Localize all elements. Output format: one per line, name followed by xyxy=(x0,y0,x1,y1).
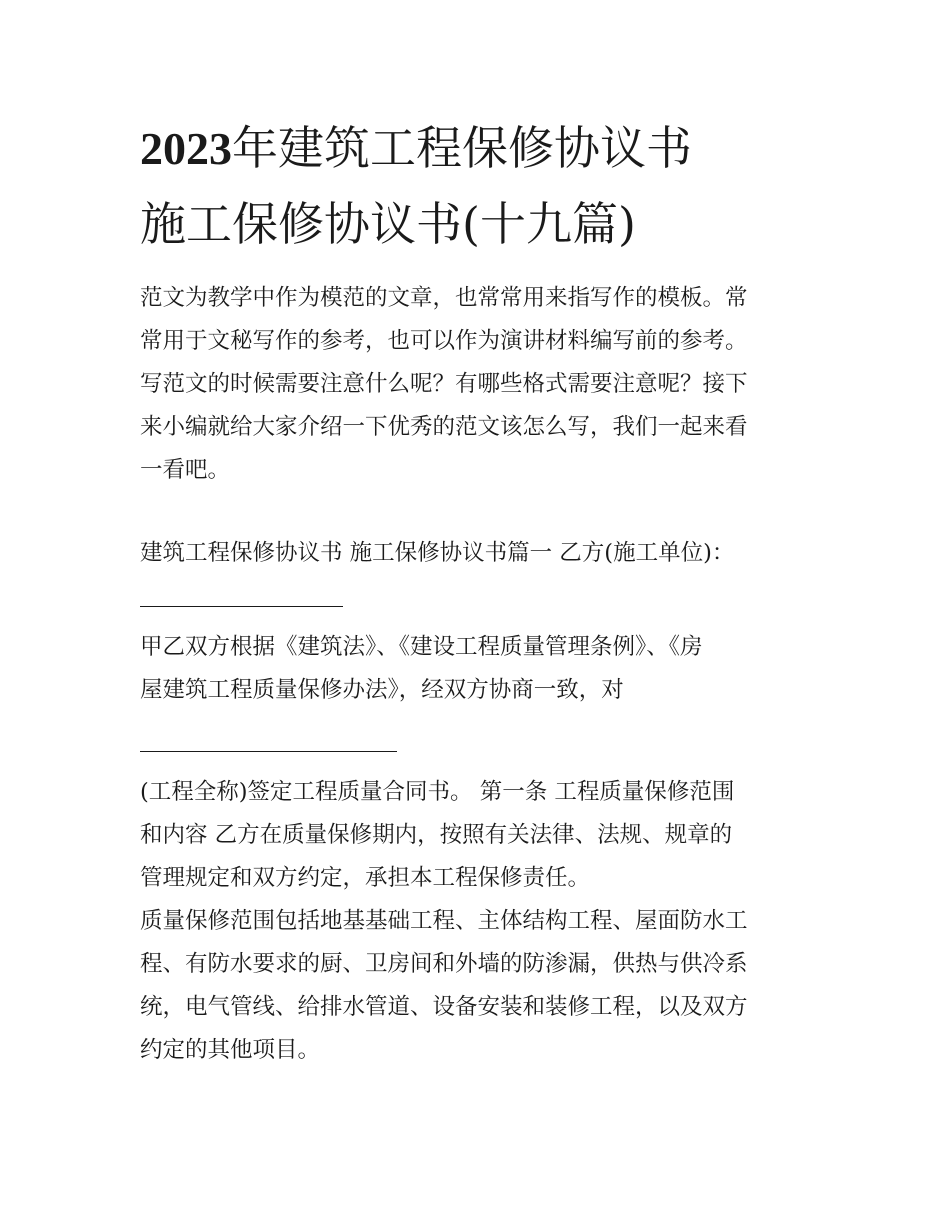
article-line: (工程全称)签定工程质量合同书。 第一条 工程质量保修范围 xyxy=(140,779,735,805)
blank-fill-line xyxy=(140,751,397,752)
scope-line: 程、有防水要求的厨、卫房间和外墙的防渗漏，供热与供冷系 xyxy=(140,951,748,977)
scope-line: 约定的其他项目。 xyxy=(140,1037,321,1063)
basis-paragraph xyxy=(140,626,820,712)
scope-paragraph xyxy=(140,900,820,1072)
article-line: 管理规定和双方约定，承担本工程保修责任。 xyxy=(140,865,591,891)
intro-line: 一看吧。 xyxy=(140,457,231,483)
basis-line: 甲乙双方根据《建筑法》、《建设工程质量管理条例》、《房 xyxy=(140,634,703,660)
intro-line: 范文为教学中作为模范的文章，也常常用来指写作的模板。常 xyxy=(140,285,748,311)
intro-paragraph xyxy=(140,277,820,492)
intro-line: 来小编就给大家介绍一下优秀的范文该怎么写，我们一起来看 xyxy=(140,414,748,440)
party-line: 建筑工程保修协议书 施工保修协议书篇一 乙方(施工单位)： xyxy=(140,540,735,566)
blank-fill-line xyxy=(140,606,343,607)
basis-line: 屋建筑工程质量保修办法》，经双方协商一致，对 xyxy=(140,677,624,703)
intro-line: 常用于文秘写作的参考，也可以作为演讲材料编写前的参考。 xyxy=(140,328,748,354)
intro-line: 写范文的时候需要注意什么呢？有哪些格式需要注意呢？接下 xyxy=(140,371,748,397)
scope-line: 质量保修范围包括地基基础工程、主体结构工程、屋面防水工 xyxy=(140,908,748,934)
scope-line: 统，电气管线、给排水管道、设备安装和装修工程，以及双方 xyxy=(140,994,748,1020)
article-line: 和内容 乙方在质量保修期内，按照有关法律、法规、规章的 xyxy=(140,822,733,848)
title-text: 年建筑工程保修协议书 xyxy=(232,121,692,175)
party-paragraph xyxy=(140,532,820,575)
document-title-line-1 xyxy=(140,122,840,175)
title-year: 2023 xyxy=(140,123,232,174)
document-title-line-2: 施工保修协议书(十九篇) xyxy=(140,197,636,251)
article-paragraph xyxy=(140,771,820,900)
